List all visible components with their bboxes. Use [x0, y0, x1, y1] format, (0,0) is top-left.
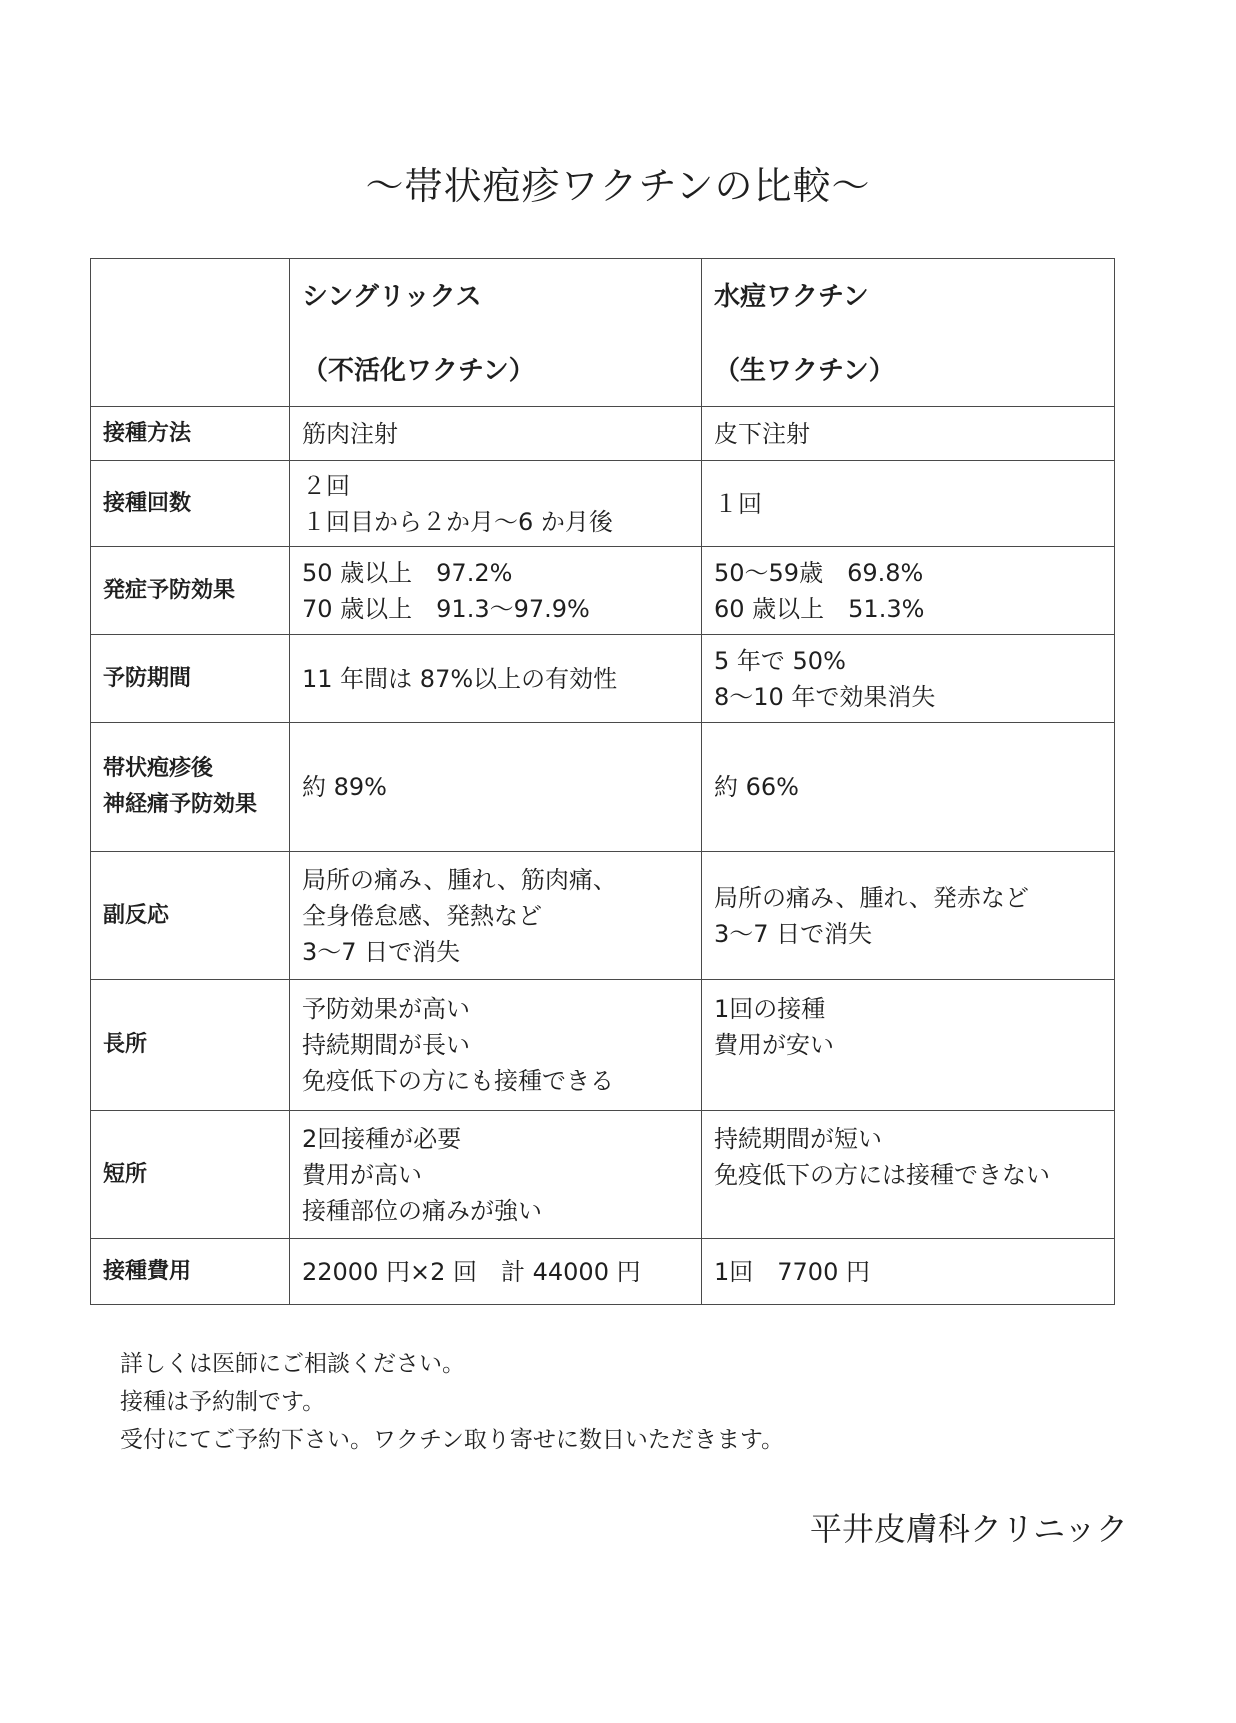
row-label [91, 407, 290, 461]
row-label-text: 短所 [103, 1161, 148, 1187]
row-label [91, 635, 290, 723]
cell-text: １回目から２か月～6 か月後 [302, 507, 613, 536]
cell-text: 費用が高い [302, 1160, 422, 1189]
shingrix-cell [290, 1239, 702, 1305]
varicella-cell [702, 1239, 1115, 1305]
cell-text: 約 89% [302, 773, 387, 801]
table-row [91, 461, 1115, 547]
cell-text [714, 1193, 1102, 1229]
note-line: 接種は予約制です。 [120, 1389, 326, 1415]
table-row [91, 635, 1115, 723]
cell-text: 持続期間が短い [714, 1124, 882, 1153]
row-label-text: 長所 [103, 1032, 148, 1057]
varicella-cell [702, 461, 1115, 547]
shingrix-cell [290, 407, 702, 461]
note-line: 受付にてご予約下さい。ワクチン取り寄せに数日いただきます。 [120, 1427, 785, 1453]
cell-text: 1回の接種 [714, 995, 826, 1023]
row-label-text: 帯状疱疹後 [103, 756, 214, 781]
cell-text: 3～7 日で消失 [714, 919, 873, 948]
cell-text: 22000 円×2 回 計 44000 円 [302, 1257, 641, 1286]
shingrix-cell [290, 1111, 702, 1239]
row-label [91, 852, 290, 980]
table-header-row [91, 259, 1115, 407]
cell-text: 予防効果が高い [302, 995, 470, 1023]
cell-text: 費用が安い [714, 1031, 834, 1059]
varicella-cell [702, 1111, 1115, 1239]
cell-text: 皮下注射 [714, 419, 810, 448]
cell-text: 11 年間は 87%以上の有効性 [302, 664, 618, 693]
cell-text: 持続期間が長い [302, 1031, 470, 1059]
shingrix-cell [290, 547, 702, 635]
varicella-cell [702, 980, 1115, 1111]
shingrix-cell [290, 635, 702, 723]
cell-text: 筋肉注射 [302, 419, 398, 448]
table-row [91, 852, 1115, 980]
cell-text: 約 66% [714, 773, 799, 801]
table-row [91, 407, 1115, 461]
shingrix-cell [290, 852, 702, 980]
table-row [91, 1239, 1115, 1305]
row-label [91, 980, 290, 1111]
header-varicella-name: 水痘ワクチン [714, 282, 869, 312]
cell-text: 接種部位の痛みが強い [302, 1196, 542, 1225]
varicella-cell [702, 547, 1115, 635]
shingrix-cell [290, 461, 702, 547]
cell-text: 60 歳以上 51.3% [714, 594, 925, 623]
row-label-text: 接種費用 [103, 1258, 192, 1284]
footer-notes [120, 1345, 784, 1459]
varicella-cell [702, 852, 1115, 980]
cell-text: 5 年で 50% [714, 646, 846, 675]
row-label [91, 723, 290, 852]
page-title: ～帯状疱疹ワクチンの比較～ [365, 164, 871, 208]
row-label [91, 1111, 290, 1239]
row-label-text: 接種回数 [103, 490, 192, 516]
cell-text [714, 1063, 1102, 1099]
cell-text: １回 [714, 489, 762, 518]
cell-text: 50～59歳 69.8% [714, 558, 924, 587]
varicella-cell [702, 407, 1115, 461]
cell-text: 3～7 日で消失 [302, 937, 461, 966]
cell-text: 8～10 年で効果消失 [714, 682, 936, 711]
table-row [91, 980, 1115, 1111]
shingrix-cell [290, 980, 702, 1111]
row-label-text: 神経痛予防効果 [103, 792, 258, 817]
row-label-text: 副反応 [103, 902, 170, 928]
cell-text: 1回 7700 円 [714, 1257, 870, 1286]
clinic-name: 平井皮膚科クリニック [809, 1510, 1128, 1548]
cell-text: 50 歳以上 97.2% [302, 558, 513, 587]
cell-text: 免疫低下の方にも接種できる [302, 1067, 614, 1095]
table-row [91, 723, 1115, 852]
cell-text: 免疫低下の方には接種できない [714, 1160, 1050, 1189]
row-label-text: 接種方法 [103, 420, 192, 446]
header-empty-cell [91, 259, 290, 407]
header-shingrix [290, 259, 702, 407]
header-varicella-type: （生ワクチン） [714, 356, 895, 386]
varicella-cell [702, 723, 1115, 852]
cell-text: 全身倦怠感、発熱など [302, 901, 542, 930]
row-label-text: 予防期間 [103, 665, 192, 691]
row-label [91, 461, 290, 547]
header-shingrix-name: シングリックス [302, 282, 482, 312]
table-row [91, 1111, 1115, 1239]
vaccine-comparison-table [90, 258, 1115, 1305]
cell-text: 局所の痛み、腫れ、筋肉痛、 [302, 865, 617, 894]
cell-text: ２回 [302, 471, 350, 500]
varicella-cell [702, 635, 1115, 723]
row-label-text: 発症予防効果 [103, 577, 236, 603]
shingrix-cell [290, 723, 702, 852]
header-varicella [702, 259, 1115, 407]
table-row [91, 547, 1115, 635]
cell-text: 局所の痛み、腫れ、発赤など [714, 883, 1029, 912]
header-shingrix-type: （不活化ワクチン） [302, 356, 535, 386]
cell-text: 2回接種が必要 [302, 1124, 462, 1153]
row-label [91, 1239, 290, 1305]
note-line: 詳しくは医師にご相談ください。 [120, 1351, 465, 1377]
row-label [91, 547, 290, 635]
cell-text: 70 歳以上 91.3～97.9% [302, 594, 590, 623]
